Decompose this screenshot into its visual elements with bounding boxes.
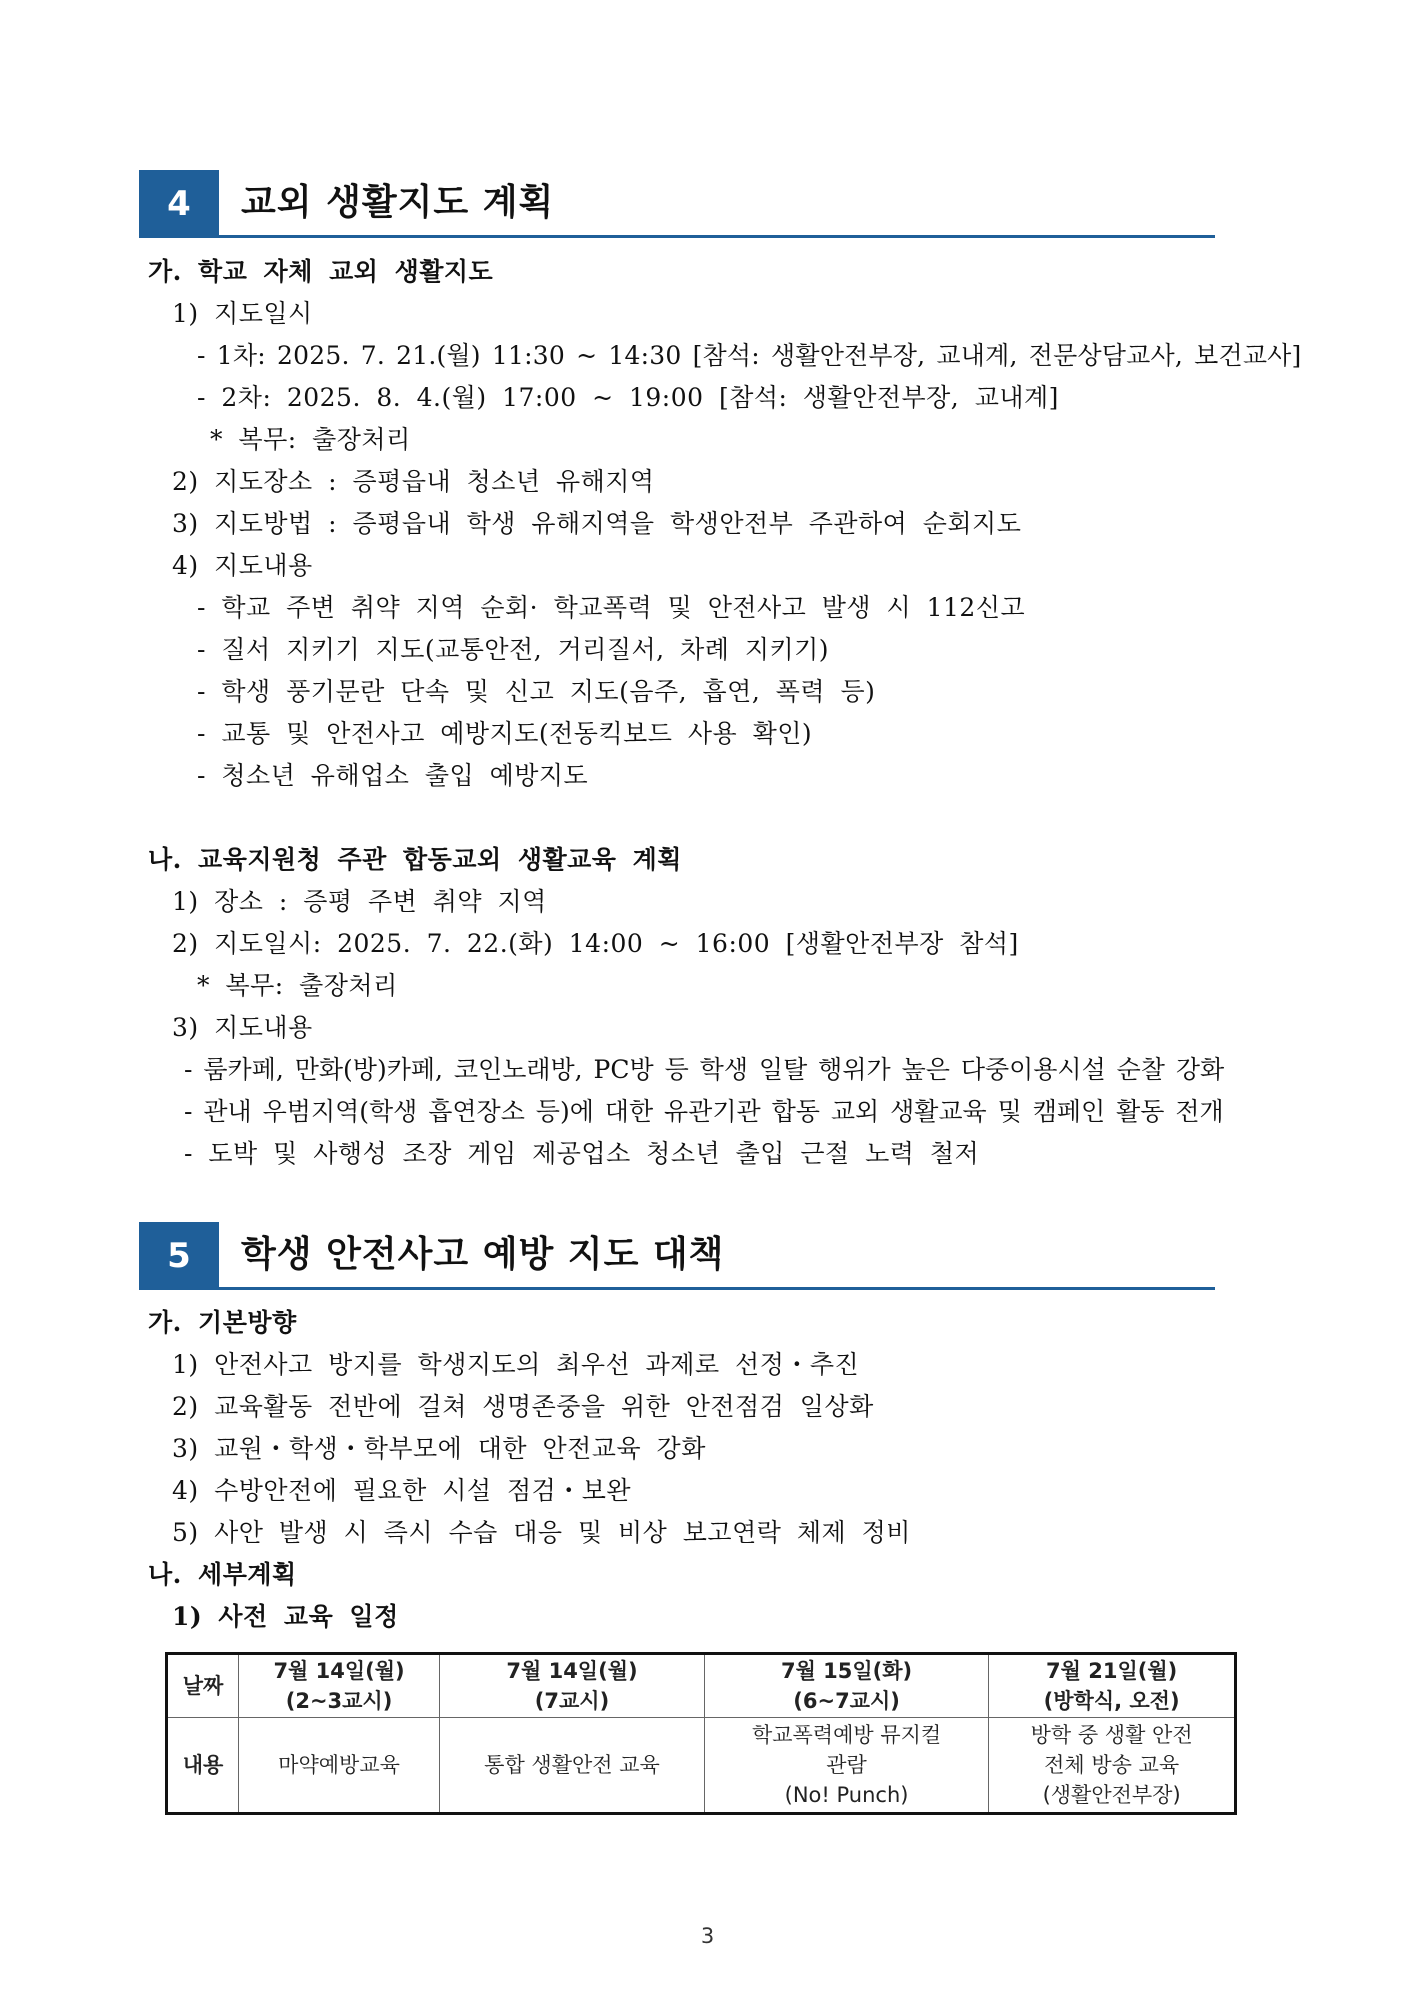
direction-item: 3) 교원・학생・학부모에 대한 안전교육 강화 [172,1434,706,1463]
section-4b-item-3: 3) 지도내용 [172,1013,313,1042]
table-row [167,1654,1236,1718]
date-cell [239,1654,440,1718]
period-text: (6~7교시) [793,1689,900,1713]
content-line: - 룸카페, 만화(방)카페, 코인노래방, PC방 등 학생 일탈 행위가 높은 다중이용시설 순찰 강화 [184,1055,1225,1084]
section-5-rule [219,1287,1215,1290]
schedule-line: - 1차: 2025. 7. 21.(월) 11:30 ~ 14:30 [참석: 생활안전부장, 교내계, 전문상담교사, 보건교사] [197,341,1302,370]
section-4a-item-3: 3) 지도방법 : 증평읍내 학생 유해지역을 학생안전부 주관하여 순회지도 [172,509,1022,538]
section-5-title: 학생 안전사고 예방 지도 대책 [241,1234,725,1275]
period-text: (7교시) [534,1689,610,1713]
table-row [167,1718,1236,1814]
content-line: - 교통 및 안전사고 예방지도(전동킥보드 사용 확인) [197,719,813,748]
section-4-number: 4 [139,170,219,238]
section-4a-item-1: 1) 지도일시 [172,299,313,328]
content-line: - 질서 지키기 지도(교통안전, 거리질서, 차례 지키기) [197,635,830,664]
content-line: - 학교 주변 취약 지역 순회· 학교폭력 및 안전사고 발생 시 112신고 [197,593,1026,622]
date-cell [989,1654,1236,1718]
period-text: (2~3교시) [285,1689,393,1713]
row-header-date: 날짜 [167,1654,239,1718]
duty-note: * 복무: 출장처리 [197,971,398,1000]
date-text: 7월 14일(월) [273,1659,405,1683]
content-line: - 관내 우범지역(학생 흡연장소 등)에 대한 유관기관 합동 교외 생활교육 및 캠페인 활동 전개 [184,1097,1224,1126]
section-4a-item-4: 4) 지도내용 [172,551,313,580]
section-4a-item-2: 2) 지도장소 : 증평읍내 청소년 유해지역 [172,467,655,496]
content-cell [440,1718,705,1814]
section-4-title: 교외 생활지도 계획 [241,182,555,223]
education-schedule-table [165,1652,1237,1815]
section-5-header [139,1222,1215,1290]
section-4-header [139,170,1215,238]
section-5-number: 5 [139,1222,219,1290]
row-header-content: 내용 [167,1718,239,1814]
page-number: 3 [700,1924,715,1948]
content-text: (생활안전부장) [1042,1783,1181,1807]
date-cell [704,1654,988,1718]
section-4b-item-2: 2) 지도일시: 2025. 7. 22.(화) 14:00 ~ 16:00 [생활안전부장 참석] [172,929,1019,958]
content-text: 전체 방송 교육 [1044,1753,1180,1777]
section-4-rule [219,235,1215,238]
content-line: - 도박 및 사행성 조장 게임 제공업소 청소년 출입 근절 노력 철저 [184,1139,980,1168]
content-text: 학교폭력예방 뮤지컬 [751,1723,942,1747]
direction-item: 4) 수방안전에 필요한 시설 점검・보완 [172,1476,632,1505]
section-5a-heading: 가. 기본방향 [148,1308,297,1337]
content-cell [704,1718,988,1814]
date-text: 7월 15일(화) [780,1659,913,1683]
direction-item: 2) 교육활동 전반에 걸쳐 생명존중을 위한 안전점검 일상화 [172,1392,874,1421]
date-text: 7월 14일(월) [506,1659,638,1683]
section-4a-heading: 가. 학교 자체 교외 생활지도 [148,257,494,286]
duty-note: * 복무: 출장처리 [210,425,411,454]
period-text: (방학식, 오전) [1043,1689,1180,1713]
schedule-line: - 2차: 2025. 8. 4.(월) 17:00 ~ 19:00 [참석: 생활안전부장, 교내계] [197,383,1059,412]
section-4b-item-1: 1) 장소 : 증평 주변 취약 지역 [172,887,547,916]
content-text: 방학 중 생활 안전 [1030,1723,1193,1747]
content-cell [239,1718,440,1814]
content-text: (No! Punch) [784,1783,909,1807]
date-text: 7월 21일(월) [1046,1659,1178,1683]
direction-item: 1) 안전사고 방지를 학생지도의 최우선 과제로 선정・추진 [172,1350,860,1379]
content-text: 관람 [826,1753,867,1777]
content-line: - 청소년 유해업소 출입 예방지도 [197,761,589,790]
date-cell [440,1654,705,1718]
content-text: 마약예방교육 [278,1753,400,1777]
content-text: 통합 생활안전 교육 [484,1753,660,1777]
section-5b-sub: 1) 사전 교육 일정 [172,1602,399,1631]
section-4b-heading: 나. 교육지원청 주관 합동교외 생활교육 계획 [148,845,682,874]
content-line: - 학생 풍기문란 단속 및 신고 지도(음주, 흡연, 폭력 등) [197,677,876,706]
direction-item: 5) 사안 발생 시 즉시 수습 대응 및 비상 보고연락 체제 정비 [172,1518,911,1547]
section-5b-heading: 나. 세부계획 [148,1560,297,1589]
content-cell [989,1718,1236,1814]
